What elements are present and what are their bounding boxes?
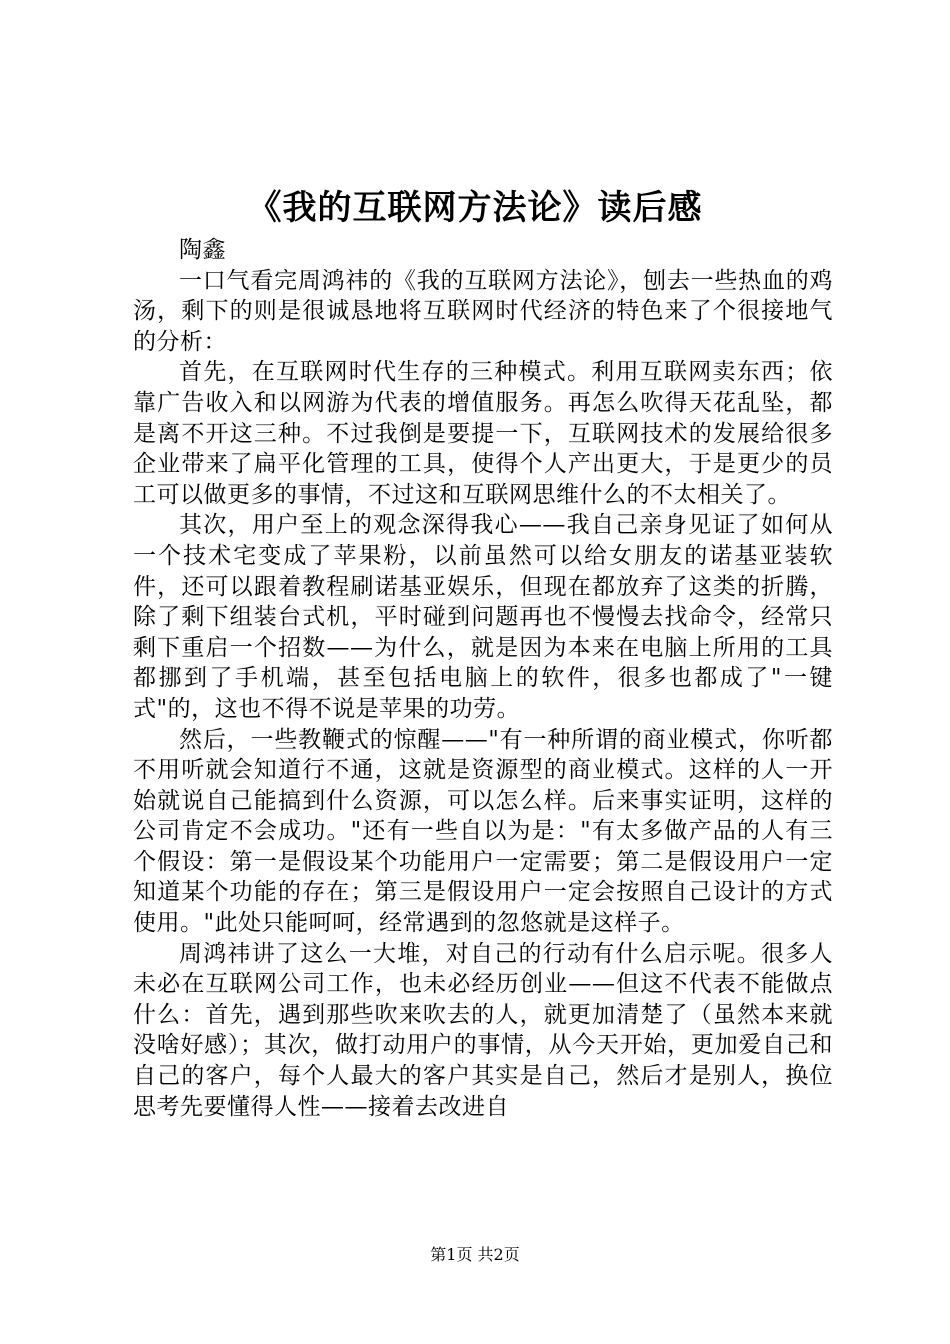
page-number-footer: 第1页 共2页 — [430, 1245, 520, 1264]
document-title: 《我的互联网方法论》读后感 — [247, 188, 703, 228]
paragraph-intro: 一口气看完周鸿祎的《我的互联网方法论》，刨去一些热血的鸡汤，剩下的则是很诚恳地将互联网时代经济的特色来了个很接地气的分析： — [133, 267, 833, 355]
paragraph-first: 首先，在互联网时代生存的三种模式。利用互联网卖东西；依靠广告收入和以网游为代表的增值服务。再怎么吹得天花乱坠，都是离不开这三种。不过我倒是要提一下，互联网技术的发展给很多企业带来了扁平化管理的工具，使得个人产出更大，于是更少的员工可以做更多的事情，不过这和互联网思维什么的不太相关了。 — [133, 359, 833, 508]
author-name: 陶鑫 — [179, 237, 226, 263]
paragraph-second: 其次，用户至上的观念深得我心——我自己亲身见证了如何从一个技术宅变成了苹果粉，以前虽然可以给女朋友的诺基亚装软件，还可以跟着教程刷诺基亚娱乐，但现在都放弃了这类的折腾，除了剩下组装台式机，平时碰到问题再也不慢慢去找命令，经常只剩下重启一个招数——为什么，就是因为本来在电脑上所用的工具都挪到了手机端，甚至包括电脑上的软件，很多也都成了"一键式"的，这也不得不说是苹果的功劳。 — [133, 512, 833, 722]
document-body — [133, 235, 833, 1122]
paragraph-fourth: 周鸿祎讲了这么一大堆，对自己的行动有什么启示呢。很多人未必在互联网公司工作，也未必经历创业——但这不代表不能做点什么：首先，遇到那些吹来吹去的人，就更加清楚了（虽然本来就没啥好感）；其次，做打动用户的事情，从今天开始，更加爱自己和自己的客户，每个人最大的客户其实是自己，然后才是别人，换位思考先要懂得人性——接着去改进自 — [133, 940, 833, 1120]
paragraph-third: 然后，一些教鞭式的惊醒——"有一种所谓的商业模式，你听都不用听就会知道行不通，这就是资源型的商业模式。这样的人一开始就说自己能搞到什么资源，可以怎么样。后来事实证明，这样的公司肯定不会成功。"还有一些自以为是："有太多做产品的人有三个假设：第一是假设某个功能用户一定需要；第二是假设用户一定知道某个功能的存在；第三是假设用户一定会按照自己设计的方式使用。"此处只能呵呵，经常遇到的忽悠就是这样子。 — [133, 726, 833, 937]
